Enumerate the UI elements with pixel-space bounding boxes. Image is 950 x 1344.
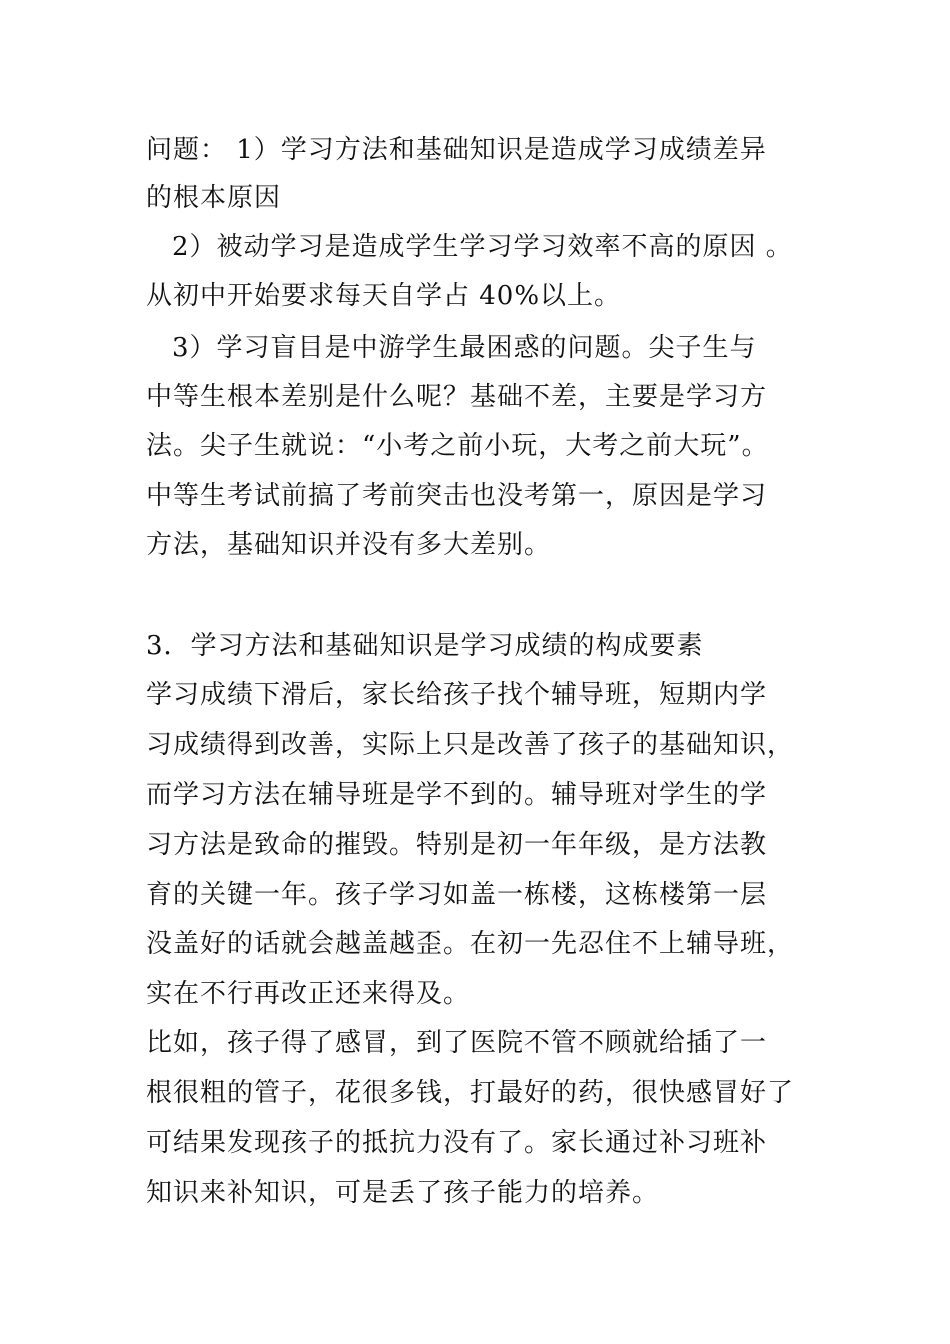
text-line: 没盖好的话就会越盖越歪。在初一先忍住不上辅导班，: [146, 929, 795, 959]
text-line: 可结果发现孩子的抵抗力没有了。家长通过补习班补: [146, 1128, 768, 1158]
text-line: 3）学习盲目是中游学生最困惑的问题。尖子生与: [172, 333, 757, 363]
text-line: 2）被动学习是造成学生学习学习效率不高的原因 。: [172, 232, 793, 262]
text-line: 知识来补知识，可是丢了孩子能力的培养。: [146, 1178, 660, 1208]
text-line: 法。尖子生就说：“小考之前小玩，大考之前大玩”。: [146, 431, 769, 461]
text-line: 方法，基础知识并没有多大差别。: [146, 530, 552, 560]
section-heading: 3．学习方法和基础知识是学习成绩的构成要素: [146, 631, 704, 661]
text-line: 习成绩得到改善，实际上只是改善了孩子的基础知识，: [146, 730, 795, 760]
text-line: 根很粗的管子，花很多钱，打最好的药，很快感冒好了: [146, 1078, 795, 1108]
text-line: 问题： 1）学习方法和基础知识是造成学习成绩差异: [146, 135, 767, 165]
text-line: 中等生根本差别是什么呢？基础不差，主要是学习方: [146, 382, 768, 412]
text-line: 的根本原因: [146, 183, 282, 213]
text-line: 习方法是致命的摧毁。特别是初一年年级，是方法教: [146, 830, 768, 860]
text-line: 从初中开始要求每天自学占 40%以上。: [146, 281, 622, 311]
text-line: 中等生考试前搞了考前突击也没考第一，原因是学习: [146, 481, 768, 511]
text-line: 育的关键一年。孩子学习如盖一栋楼，这栋楼第一层: [146, 880, 768, 910]
text-line: 比如，孩子得了感冒，到了医院不管不顾就给插了一: [146, 1028, 768, 1058]
text-line: 学习成绩下滑后，家长给孩子找个辅导班，短期内学: [146, 680, 768, 710]
text-line: 实在不行再改正还来得及。: [146, 979, 471, 1009]
text-line: 而学习方法在辅导班是学不到的。辅导班对学生的学: [146, 780, 768, 810]
